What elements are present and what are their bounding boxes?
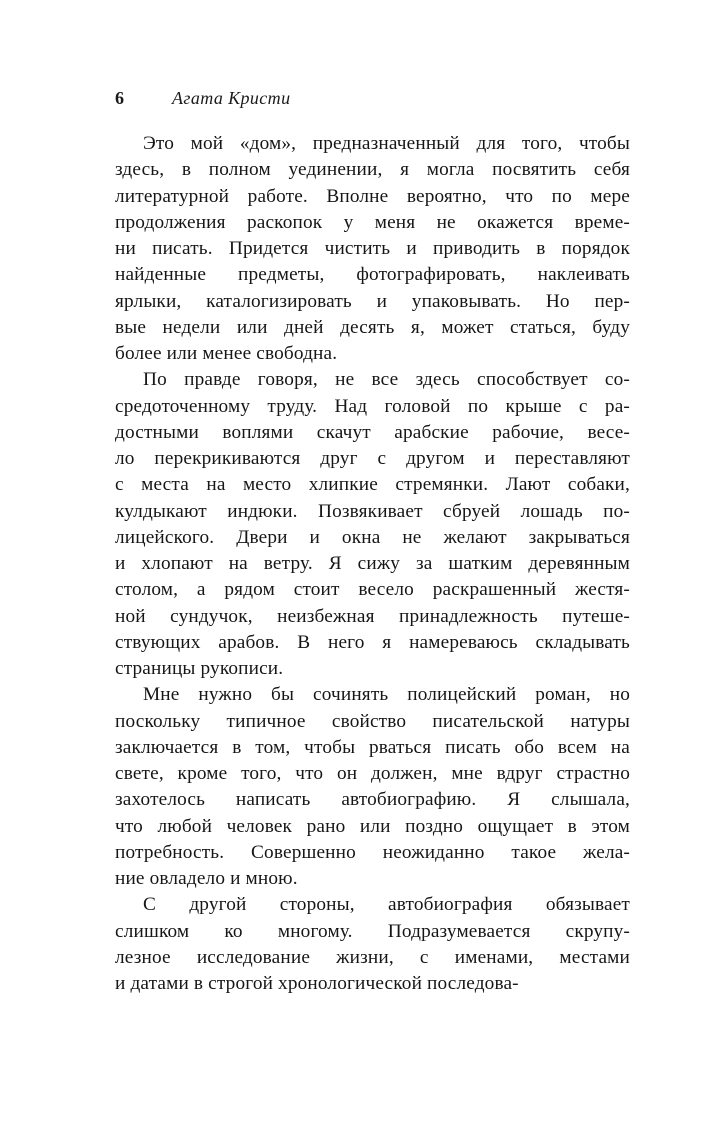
text-line: Это мой «дом», предназначенный для того, чтобы [143, 133, 630, 154]
text-line: потребность. Совершенно неожиданно такое жела- [115, 841, 630, 863]
text-line: Мне нужно бы сочинять полицейский роман, но [143, 684, 630, 706]
page-number: 6 [115, 88, 124, 108]
paragraph [115, 892, 630, 997]
text-line: кулдыкают индюки. Позвякивает сбруей лошадь по- [115, 500, 630, 522]
text-line: вые недели или дней десять я, может статься, буду [115, 316, 630, 338]
text-line: С другой стороны, автобиография обязывает [143, 894, 630, 916]
text-line: ярлыки, каталогизировать и упаковывать. Но пер- [115, 290, 630, 312]
page-header [115, 88, 630, 109]
paragraph [115, 682, 630, 892]
text-line: столом, а рядом стоит весело раскрашенный жестя- [115, 579, 630, 601]
text-line: более или менее свободна. [115, 343, 338, 364]
text-line: что любой человек рано или поздно ощущает в этом [115, 815, 630, 837]
text-line: средоточенному труду. Над головой по крыше с ра- [115, 395, 630, 417]
text-line: поскольку типичное свойство писательской натуры [115, 710, 630, 732]
text-line: лицейского. Двери и окна не желают закрываться [115, 526, 630, 548]
text-line: ние овладело и мною. [115, 868, 298, 889]
text-line: заключается в том, чтобы рваться писать обо всем на [115, 736, 630, 758]
text-line: литературной работе. Вполне вероятно, что по мере [115, 185, 630, 207]
running-title: Агата Кристи [172, 88, 291, 108]
text-line: страницы рукописи. [115, 658, 284, 679]
text-line: ни писать. Придется чистить и приводить в порядок [115, 238, 630, 259]
text-line: продолжения раскопок у меня не окажется време- [115, 211, 630, 233]
text-line: ствующих арабов. В него я намереваюсь складывать [115, 631, 630, 653]
text-line: захотелось написать автобиографию. Я слышала, [115, 789, 630, 811]
text-line: ло перекрикиваются друг с другом и переставляют [115, 448, 630, 469]
text-line: ной сундучок, неизбежная принадлежность путеше- [115, 605, 630, 627]
text-line: и хлопают на ветру. Я сижу за шатким деревянным [115, 553, 630, 574]
text-line: свете, кроме того, что он должен, мне вдруг страстно [115, 763, 630, 784]
text-line: с места на место хлипкие стремянки. Лают собаки, [115, 474, 630, 496]
text-line: По правде говоря, не все здесь способствует со- [143, 369, 630, 391]
text-line: найденные предметы, фотографировать, наклеивать [115, 264, 630, 286]
text-line: достными воплями скачут арабские рабочие, весе- [115, 421, 630, 443]
paragraph [115, 131, 630, 367]
text-line: лезное исследование жизни, с именами, местами [115, 946, 630, 968]
text-line: и датами в строгой хронологической последова- [115, 973, 519, 994]
text-line: слишком ко многому. Подразумевается скрупу- [115, 920, 630, 942]
text-line: здесь, в полном уединении, я могла посвятить себя [115, 159, 630, 181]
paragraph [115, 367, 630, 682]
page-body [115, 131, 630, 997]
